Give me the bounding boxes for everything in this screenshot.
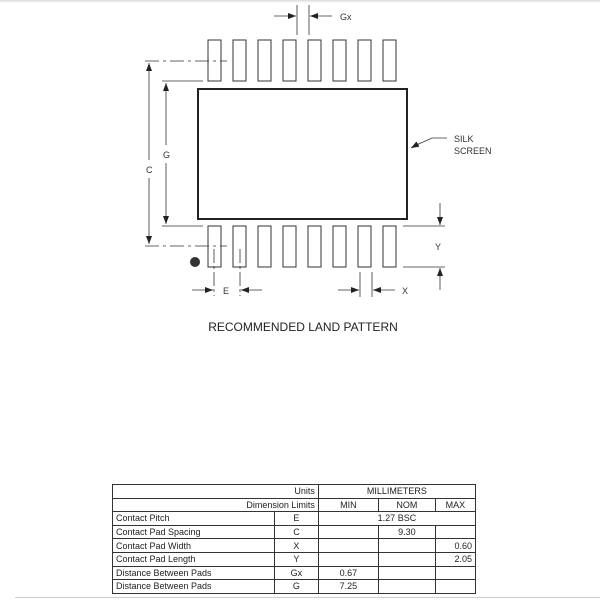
cell-max: 0.60	[435, 539, 475, 553]
top-pad	[383, 40, 396, 81]
cell-min	[318, 552, 378, 566]
table-row	[113, 525, 476, 539]
cell-max: 2.05	[435, 552, 475, 566]
cell-nom: 9.30	[378, 525, 435, 539]
silk-label-1: SILK	[454, 134, 474, 144]
cell-sym: Y	[275, 552, 319, 566]
col-max: MAX	[435, 498, 475, 512]
table-row	[113, 566, 476, 580]
cell-nom: 1.27 BSC	[318, 512, 475, 526]
cell-max	[435, 566, 475, 580]
cell-sym: X	[275, 539, 319, 553]
col-nom: NOM	[378, 498, 435, 512]
drawing-title: RECOMMENDED LAND PATTERN	[208, 320, 398, 334]
top-pad	[358, 40, 371, 81]
g-label: G	[163, 150, 171, 160]
bottom-pad	[258, 226, 271, 267]
bottom-pad	[233, 226, 246, 267]
cell-name: Contact Pad Length	[113, 552, 275, 566]
bottom-pad	[358, 226, 371, 267]
cell-max	[435, 525, 475, 539]
cell-sym: C	[275, 525, 319, 539]
gx-label: Gx	[340, 12, 352, 22]
e-label: E	[223, 286, 230, 296]
cell-min: 7.25	[318, 580, 378, 594]
top-pad	[333, 40, 346, 81]
page-divider	[15, 597, 600, 598]
top-pad	[258, 40, 271, 81]
top-pad	[283, 40, 296, 81]
cell-nom	[378, 552, 435, 566]
top-pad	[233, 40, 246, 81]
units-row	[113, 485, 476, 499]
units-label: Units	[113, 485, 319, 499]
cell-min	[318, 525, 378, 539]
dimension-table	[112, 484, 476, 594]
table-row	[113, 552, 476, 566]
table-row	[113, 512, 476, 526]
top-pad	[208, 40, 221, 81]
cell-name: Distance Between Pads	[113, 580, 275, 594]
bottom-pad	[283, 226, 296, 267]
bottom-pad	[208, 226, 221, 267]
c-label: C	[146, 165, 153, 175]
cell-name: Contact Pad Width	[113, 539, 275, 553]
cell-min: 0.67	[318, 566, 378, 580]
top-pad	[308, 40, 321, 81]
cell-name: Contact Pitch	[113, 512, 275, 526]
silk-label-2: SCREEN	[454, 146, 492, 156]
cell-sym: G	[275, 580, 319, 594]
cell-name: Distance Between Pads	[113, 566, 275, 580]
limits-row	[113, 498, 476, 512]
table-row	[113, 539, 476, 553]
cell-nom	[378, 580, 435, 594]
y-label: Y	[435, 242, 442, 252]
cell-sym: Gx	[275, 566, 319, 580]
bottom-pad	[308, 226, 321, 267]
pin1-dot-icon	[190, 257, 200, 267]
col-min: MIN	[318, 498, 378, 512]
cell-min	[318, 539, 378, 553]
cell-max	[435, 580, 475, 594]
cell-sym: E	[275, 512, 319, 526]
cell-nom	[378, 566, 435, 580]
limits-label: Dimension Limits	[113, 498, 319, 512]
units-value: MILLIMETERS	[318, 485, 475, 499]
silk-screen-outline	[198, 89, 407, 219]
table-row	[113, 580, 476, 594]
cell-nom	[378, 539, 435, 553]
bottom-pad	[383, 226, 396, 267]
bottom-pad	[333, 226, 346, 267]
x-label: X	[402, 286, 409, 296]
cell-name: Contact Pad Spacing	[113, 525, 275, 539]
silk-leader	[412, 138, 447, 147]
